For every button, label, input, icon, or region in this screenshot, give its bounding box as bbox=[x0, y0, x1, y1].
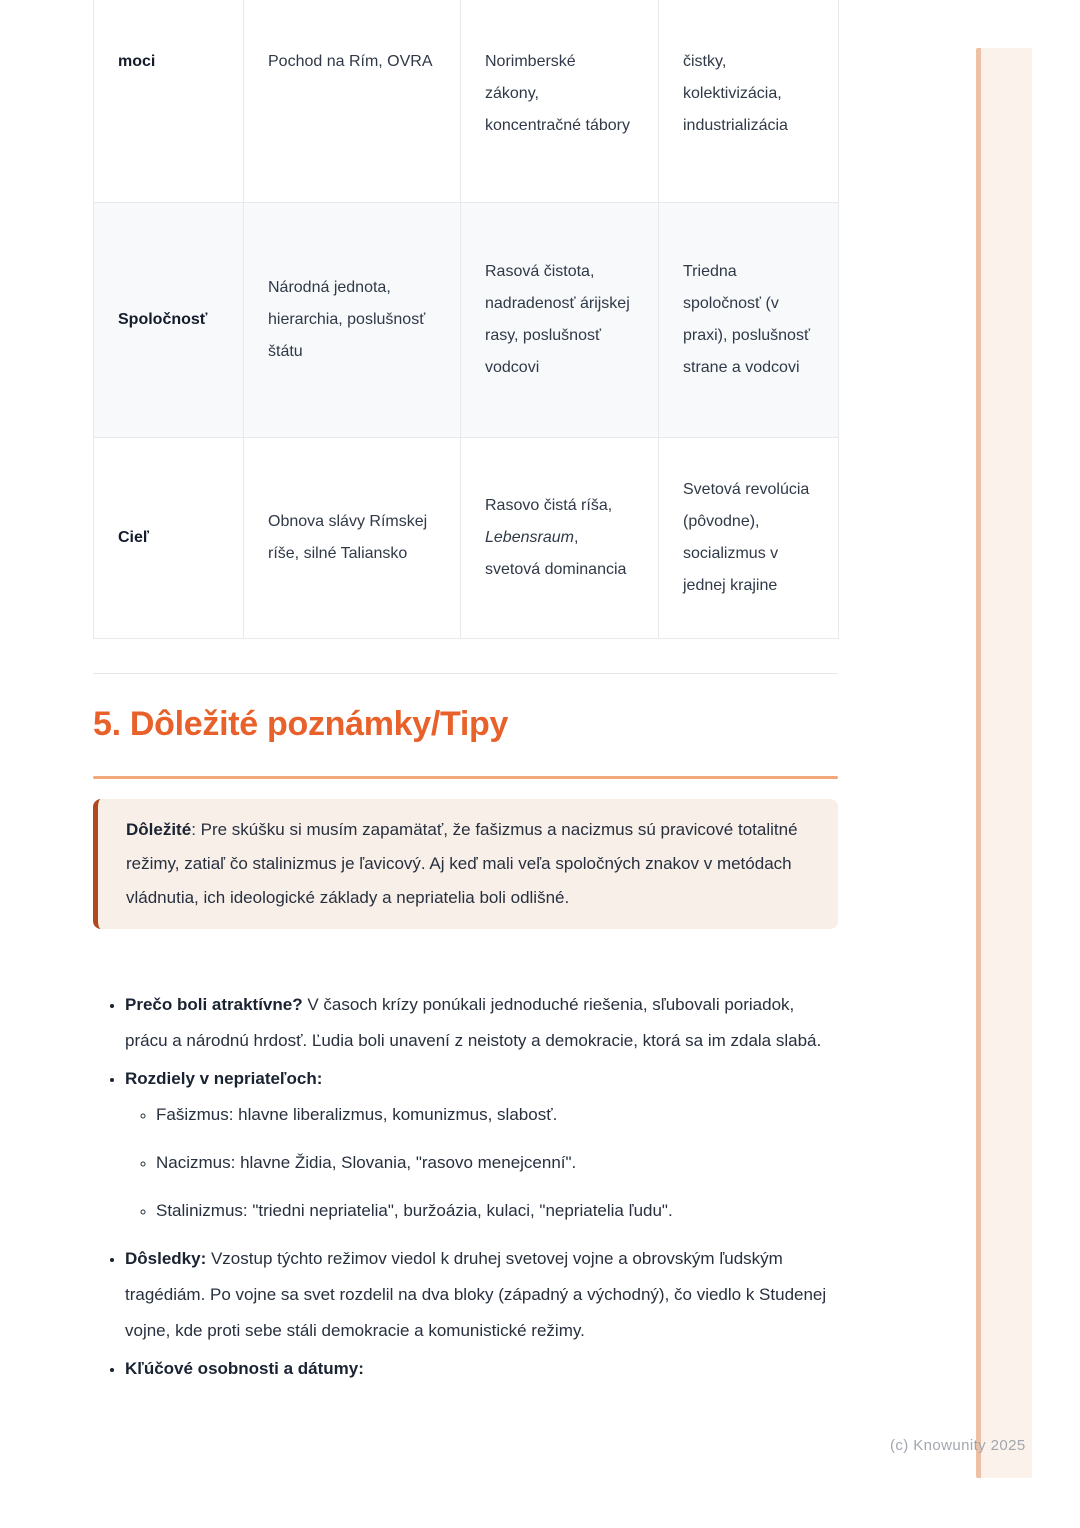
cell-fascism-society: Národná jednota, hierarchia, poslušnosť štátu bbox=[244, 202, 461, 437]
table-row-moc bbox=[94, 0, 839, 202]
section-title: 5. Dôležité poznámky/Tipy bbox=[93, 704, 509, 743]
note-bold: Prečo boli atraktívne? bbox=[125, 994, 303, 1014]
next-page-edge-strip bbox=[976, 48, 1032, 1478]
page-content bbox=[93, 0, 838, 1389]
cell-nazism-goal bbox=[461, 437, 659, 638]
note-text: V časoch krízy ponúkali jednoduché riešenia, sľubovali poriadok, prácu a národnú hrdosť. Ľudia boli unavení z neistoty a demokracie, ktorá sa im zdala slabá. bbox=[125, 994, 822, 1050]
comparison-table bbox=[93, 0, 839, 639]
note-bold: Kľúčové osobnosti a dátumy: bbox=[125, 1358, 364, 1378]
note-text: Vzostup týchto režimov viedol k druhej svetovej vojne a obrovským ľudským tragédiám. Po vojne sa svet rozdelil na dva bloky (západný a východný), čo viedlo k Studenej vojne, kde proti sebe stáli demokracie a komunistické režimy. bbox=[125, 1248, 827, 1340]
cell-fascism-goal: Obnova slávy Rímskej ríše, silné Taliansko bbox=[244, 437, 461, 638]
important-callout bbox=[93, 799, 838, 929]
row-header-spolocnost: Spoločnosť bbox=[94, 202, 244, 437]
section-divider bbox=[93, 673, 838, 674]
sub-item-nazism: ◦ Nacizmus: hlavne Židia, Slovania, "rasovo menejcenní". bbox=[156, 1145, 838, 1181]
sub-item-stalinism: ◦ Stalinizmus: "triedni nepriatelia", buržoázia, kulaci, "nepriatelia ľudu". bbox=[156, 1193, 838, 1229]
table-row-spolocnost bbox=[94, 202, 839, 437]
cell-nazism-society: Rasová čistota, nadradenosť árijskej rasy, poslušnosť vodcovi bbox=[461, 202, 659, 437]
note-item-consequences bbox=[125, 1241, 838, 1349]
notes-list bbox=[93, 987, 838, 1387]
note-item-attractive bbox=[125, 987, 838, 1059]
note-bold: Rozdiely v nepriateľoch: bbox=[125, 1068, 323, 1088]
row-header-ciel: Cieľ bbox=[94, 437, 244, 638]
enemies-sublist bbox=[125, 1097, 838, 1229]
title-underline bbox=[93, 776, 838, 779]
table-row-ciel bbox=[94, 437, 839, 638]
cell-nazism-power: Norimberské zákony, koncentračné tábory bbox=[461, 0, 659, 202]
cell-stalinism-goal: Svetová revolúcia (pôvodne), socializmus v jednej krajine bbox=[659, 437, 839, 638]
goal-text-italic: Lebensraum bbox=[485, 528, 574, 546]
row-header-moci: moci bbox=[94, 0, 244, 202]
note-bold: Dôsledky: bbox=[125, 1248, 207, 1268]
cell-fascism-power: Pochod na Rím, OVRA bbox=[244, 0, 461, 202]
note-item-enemies bbox=[125, 1061, 838, 1229]
callout-text: : Pre skúšku si musím zapamätať, že fašizmus a nacizmus sú pravicové totalitné režimy, zatiaľ čo stalinizmus je ľavicový. Aj keď mali veľa spoločných znakov v metódach vládnutia, ich ideologické základy a nepriatelia boli odlišné. bbox=[126, 819, 798, 907]
goal-text-post: , svetová dominancia bbox=[485, 528, 627, 578]
watermark-text: (c) Knowunity 2025 bbox=[890, 1437, 1026, 1454]
sub-item-fascism: ◦ Fašizmus: hlavne liberalizmus, komunizmus, slabosť. bbox=[156, 1097, 838, 1133]
cell-stalinism-society: Triedna spoločnosť (v praxi), poslušnosť strane a vodcovi bbox=[659, 202, 839, 437]
note-item-key-figures bbox=[125, 1351, 838, 1387]
cell-stalinism-power: čistky, kolektivizácia, industrializácia bbox=[659, 0, 839, 202]
goal-text-pre: Rasovo čistá ríša, bbox=[485, 496, 613, 514]
callout-lead: Dôležité bbox=[126, 819, 192, 839]
